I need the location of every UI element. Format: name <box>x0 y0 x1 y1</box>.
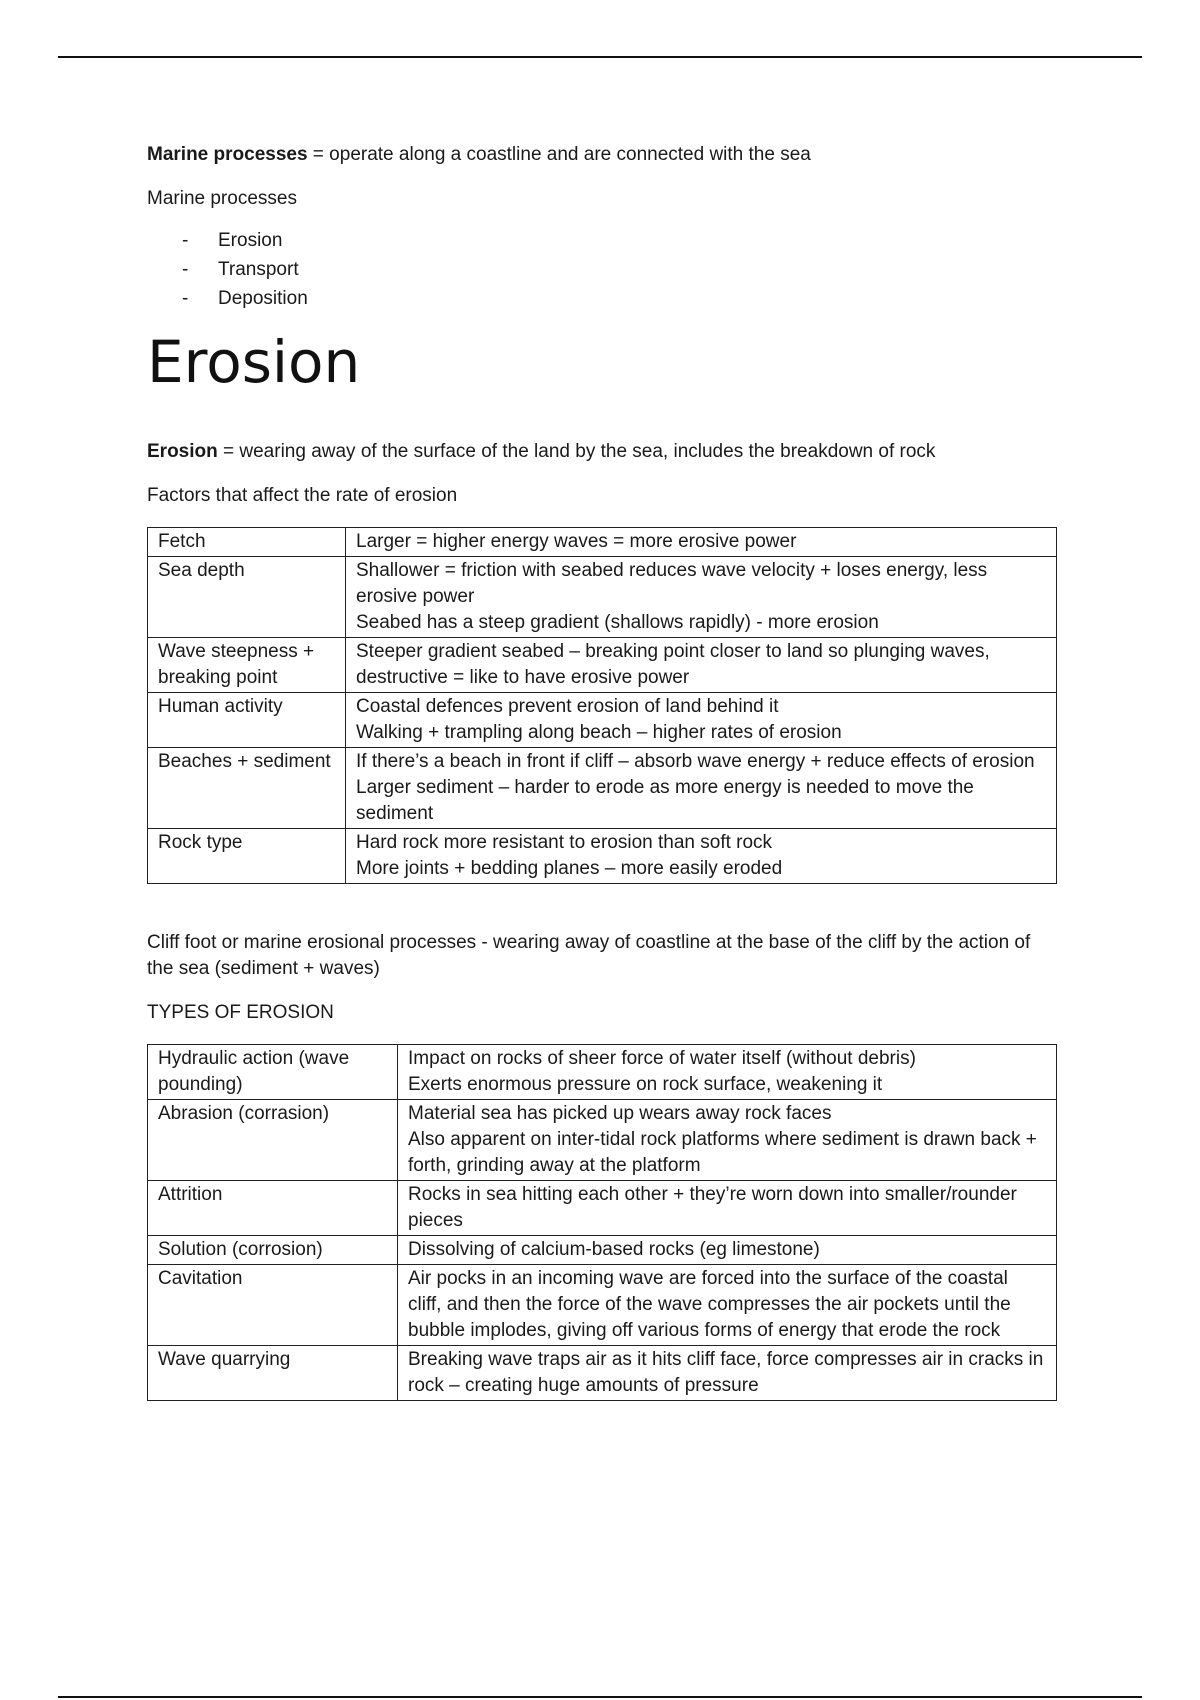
processes-list <box>147 226 1057 313</box>
list-item <box>147 226 1057 255</box>
dash-bullet: - <box>182 288 189 309</box>
table-row <box>148 528 1057 557</box>
cell-line: Rocks in sea hitting each other + they’re worn down into smaller/rounder pieces <box>408 1184 1017 1231</box>
table-key-cell: Hydraulic action (wave pounding) <box>148 1045 398 1100</box>
table-key-cell: Human activity <box>148 693 346 748</box>
cell-line: More joints + bedding planes – more easily eroded <box>356 858 783 879</box>
document-body <box>147 142 1057 1401</box>
table-key-cell: Wave quarrying <box>148 1346 398 1401</box>
table-row <box>148 1045 1057 1100</box>
table-value-cell <box>346 638 1057 693</box>
table-key-cell: Rock type <box>148 829 346 884</box>
table-value-cell <box>398 1236 1057 1265</box>
types-table <box>147 1044 1057 1401</box>
table-row <box>148 829 1057 884</box>
table-value-cell <box>398 1181 1057 1236</box>
cell-line: Also apparent on inter-tidal rock platforms where sediment is drawn back + forth, grinding away at the platform <box>408 1129 1037 1176</box>
table-key-cell: Sea depth <box>148 557 346 638</box>
table-key-cell: Cavitation <box>148 1265 398 1346</box>
cell-line: Shallower = friction with seabed reduces wave velocity + loses energy, less erosive power <box>356 560 988 607</box>
marine-processes-definition <box>147 142 1057 168</box>
header-rule <box>58 56 1142 58</box>
table-row <box>148 638 1057 693</box>
table-row <box>148 1346 1057 1401</box>
table-key-cell: Fetch <box>148 528 346 557</box>
cell-line: Exerts enormous pressure on rock surface, weakening it <box>408 1074 883 1095</box>
cell-line: Dissolving of calcium-based rocks (eg limestone) <box>408 1239 820 1260</box>
table-key-cell: Solution (corrosion) <box>148 1236 398 1265</box>
table-row <box>148 748 1057 829</box>
list-item-text: Erosion <box>218 230 283 251</box>
table-key-cell: Wave steepness + breaking point <box>148 638 346 693</box>
footer-rule <box>58 1696 1142 1698</box>
erosion-definition <box>147 439 1057 465</box>
definition-text: = operate along a coastline and are connected with the sea <box>307 144 811 165</box>
table-value-cell <box>346 693 1057 748</box>
cell-line: Breaking wave traps air as it hits cliff face, force compresses air in cracks in rock – creating huge amounts of pressure <box>408 1349 1044 1396</box>
factors-table <box>147 527 1057 884</box>
table-value-cell <box>398 1100 1057 1181</box>
table-key-cell: Abrasion (corrasion) <box>148 1100 398 1181</box>
table-row <box>148 1236 1057 1265</box>
section-heading: Erosion <box>147 328 361 396</box>
cell-line: Larger = higher energy waves = more erosive power <box>356 531 797 552</box>
table-value-cell <box>346 829 1057 884</box>
table-row <box>148 1265 1057 1346</box>
table-value-cell <box>346 528 1057 557</box>
table-value-cell <box>398 1346 1057 1401</box>
cell-line: Seabed has a steep gradient (shallows rapidly) - more erosion <box>356 612 879 633</box>
table-value-cell <box>346 557 1057 638</box>
table-key-cell: Attrition <box>148 1181 398 1236</box>
erosion-text: = wearing away of the surface of the land by the sea, includes the breakdown of rock <box>217 441 936 462</box>
table-row <box>148 1100 1057 1181</box>
factors-intro: Factors that affect the rate of erosion <box>147 485 458 506</box>
table-key-cell: Beaches + sediment <box>148 748 346 829</box>
cliff-foot-text: Cliff foot or marine erosional processes - wearing away of coastline at the base of the cliff by the action of the sea (sediment + waves) <box>147 932 1031 979</box>
list-intro: Marine processes <box>147 188 297 209</box>
dash-bullet: - <box>182 230 189 251</box>
cell-line: Walking + trampling along beach – higher rates of erosion <box>356 722 842 743</box>
list-item-text: Transport <box>218 259 299 280</box>
table-value-cell <box>398 1045 1057 1100</box>
table-value-cell <box>398 1265 1057 1346</box>
cell-line: Hard rock more resistant to erosion than soft rock <box>356 832 773 853</box>
types-heading: TYPES OF EROSION <box>147 1002 334 1023</box>
list-item-text: Deposition <box>218 288 308 309</box>
table-row <box>148 1181 1057 1236</box>
cell-line: Coastal defences prevent erosion of land behind it <box>356 696 779 717</box>
definition-term: Marine processes <box>147 144 308 165</box>
dash-bullet: - <box>182 259 189 280</box>
table-row <box>148 693 1057 748</box>
cell-line: Larger sediment – harder to erode as more energy is needed to move the sediment <box>356 777 974 824</box>
table-value-cell <box>346 748 1057 829</box>
list-item <box>147 284 1057 313</box>
list-item <box>147 255 1057 284</box>
table-row <box>148 557 1057 638</box>
cell-line: Steeper gradient seabed – breaking point closer to land so plunging waves, destructive = like to have erosive power <box>356 641 990 688</box>
cell-line: If there’s a beach in front if cliff – absorb wave energy + reduce effects of erosion <box>356 751 1035 772</box>
cell-line: Air pocks in an incoming wave are forced into the surface of the coastal cliff, and then the force of the wave compresses the air pockets until the bubble implodes, giving off various forms of energy that erode the rock <box>408 1268 1011 1341</box>
cell-line: Impact on rocks of sheer force of water itself (without debris) <box>408 1048 916 1069</box>
erosion-term: Erosion <box>147 441 218 462</box>
cell-line: Material sea has picked up wears away rock faces <box>408 1103 832 1124</box>
